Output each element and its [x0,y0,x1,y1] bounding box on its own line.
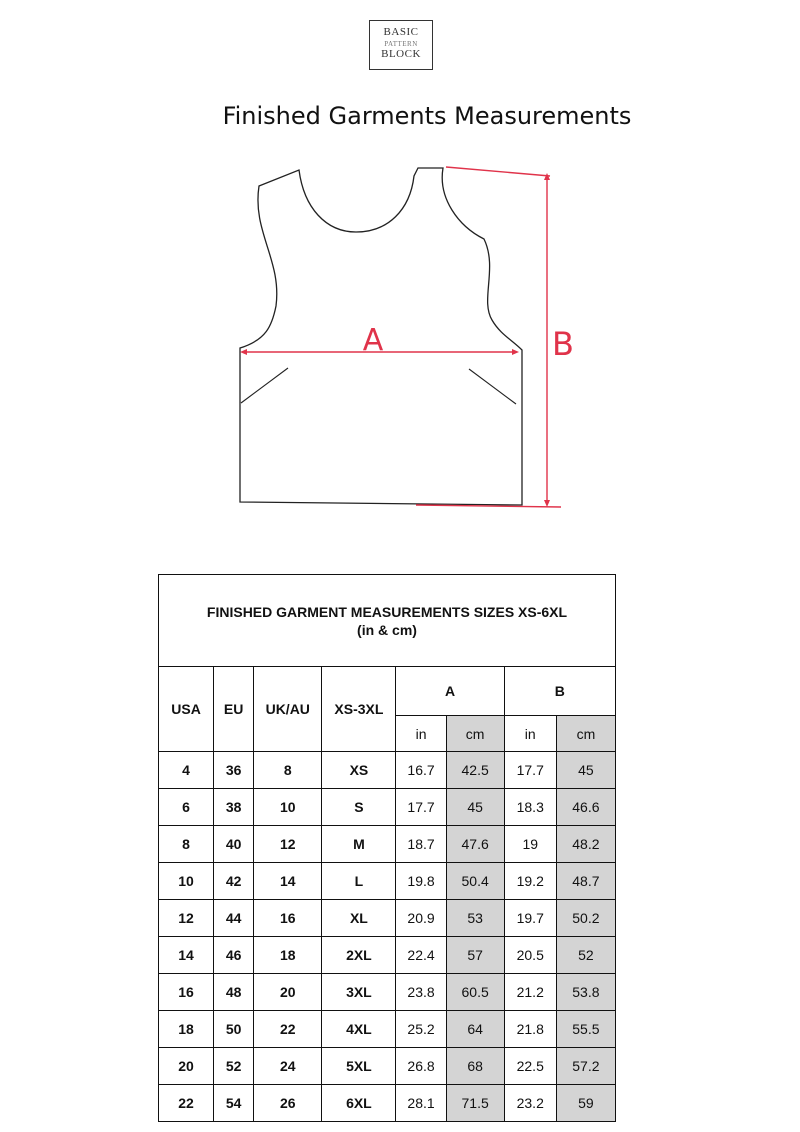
table-title-line1: FINISHED GARMENT MEASUREMENTS SIZES XS-6XL [206,603,568,620]
cell-a-in: 23.8 [396,974,446,1011]
cell-a-cm: 60.5 [446,974,504,1011]
cell-ukau: 14 [254,863,322,900]
cell-eu: 48 [214,974,254,1011]
cell-usa: 12 [159,900,214,937]
cell-ukau: 18 [254,937,322,974]
cell-size: S [322,789,396,826]
table-row [159,900,616,937]
page-title: Finished Garments Measurements [222,102,632,130]
cell-a-cm: 71.5 [446,1085,504,1122]
cell-b-cm: 52 [556,937,615,974]
cell-eu: 36 [214,752,254,789]
cell-b-cm: 48.2 [556,826,615,863]
cell-usa: 16 [159,974,214,1011]
header-a-in: in [396,716,446,752]
table-row [159,937,616,974]
header-b-in: in [504,716,556,752]
garment-diagram [0,0,800,540]
cell-b-in: 21.2 [504,974,556,1011]
header-b-cm: cm [556,716,615,752]
cell-ukau: 22 [254,1011,322,1048]
label-a: A [362,323,384,358]
logo-line-basic: BASIC [383,26,419,38]
cell-b-in: 23.2 [504,1085,556,1122]
cell-usa: 22 [159,1085,214,1122]
cell-a-cm: 47.6 [446,826,504,863]
cell-a-cm: 68 [446,1048,504,1085]
cell-size: M [322,826,396,863]
cell-eu: 44 [214,900,254,937]
cell-eu: 42 [214,863,254,900]
cell-usa: 4 [159,752,214,789]
cell-b-in: 22.5 [504,1048,556,1085]
cell-b-cm: 48.7 [556,863,615,900]
measurements-table [158,574,616,1122]
table-row [159,1048,616,1085]
cell-a-cm: 57 [446,937,504,974]
header-b: B [504,667,615,716]
cell-a-in: 28.1 [396,1085,446,1122]
cell-eu: 52 [214,1048,254,1085]
cell-size: 5XL [322,1048,396,1085]
cell-b-in: 21.8 [504,1011,556,1048]
cell-usa: 8 [159,826,214,863]
cell-size: XS [322,752,396,789]
cell-a-cm: 50.4 [446,863,504,900]
cell-a-cm: 53 [446,900,504,937]
cell-usa: 20 [159,1048,214,1085]
cell-b-cm: 45 [556,752,615,789]
header-ukau: UK/AU [254,667,322,752]
cell-eu: 46 [214,937,254,974]
cell-b-cm: 53.8 [556,974,615,1011]
cell-eu: 54 [214,1085,254,1122]
cell-ukau: 12 [254,826,322,863]
table-row [159,863,616,900]
cell-size: XL [322,900,396,937]
table-title-line2: (in & cm) [357,621,417,638]
table-title [159,575,616,667]
cell-size: 4XL [322,1011,396,1048]
cell-usa: 14 [159,937,214,974]
table-row [159,1085,616,1122]
cell-usa: 18 [159,1011,214,1048]
cell-a-cm: 42.5 [446,752,504,789]
cell-size: 3XL [322,974,396,1011]
cell-ukau: 10 [254,789,322,826]
table-row [159,752,616,789]
table-row [159,826,616,863]
cell-a-in: 16.7 [396,752,446,789]
cell-b-cm: 50.2 [556,900,615,937]
cell-ukau: 26 [254,1085,322,1122]
cell-b-in: 20.5 [504,937,556,974]
cell-size: L [322,863,396,900]
logo-line-block: BLOCK [381,48,421,60]
header-a-cm: cm [446,716,504,752]
cell-ukau: 20 [254,974,322,1011]
dart-right [469,369,516,404]
table-row [159,789,616,826]
cell-eu: 40 [214,826,254,863]
cell-b-cm: 59 [556,1085,615,1122]
measurement-b-arrow [416,167,561,507]
cell-ukau: 8 [254,752,322,789]
cell-eu: 50 [214,1011,254,1048]
header-a: A [396,667,504,716]
table-row [159,1011,616,1048]
header-xs-3xl: XS-3XL [322,667,396,752]
cell-size: 2XL [322,937,396,974]
cell-b-cm: 55.5 [556,1011,615,1048]
cell-a-in: 26.8 [396,1048,446,1085]
cell-a-in: 19.8 [396,863,446,900]
cell-b-in: 19.7 [504,900,556,937]
cell-b-in: 17.7 [504,752,556,789]
logo-line-pattern: PATTERN [384,40,418,48]
cell-usa: 6 [159,789,214,826]
cell-ukau: 24 [254,1048,322,1085]
cell-b-in: 19 [504,826,556,863]
cell-a-cm: 64 [446,1011,504,1048]
label-b: B [552,325,574,363]
cell-b-cm: 57.2 [556,1048,615,1085]
cell-a-in: 22.4 [396,937,446,974]
cell-a-in: 17.7 [396,789,446,826]
cell-b-in: 18.3 [504,789,556,826]
table-row [159,974,616,1011]
cell-a-in: 20.9 [396,900,446,937]
cell-b-cm: 46.6 [556,789,615,826]
cell-a-in: 25.2 [396,1011,446,1048]
cell-usa: 10 [159,863,214,900]
cell-b-in: 19.2 [504,863,556,900]
cell-eu: 38 [214,789,254,826]
cell-ukau: 16 [254,900,322,937]
header-eu: EU [214,667,254,752]
cell-a-in: 18.7 [396,826,446,863]
dart-left [241,368,288,403]
header-usa: USA [159,667,214,752]
cell-a-cm: 45 [446,789,504,826]
cell-size: 6XL [322,1085,396,1122]
